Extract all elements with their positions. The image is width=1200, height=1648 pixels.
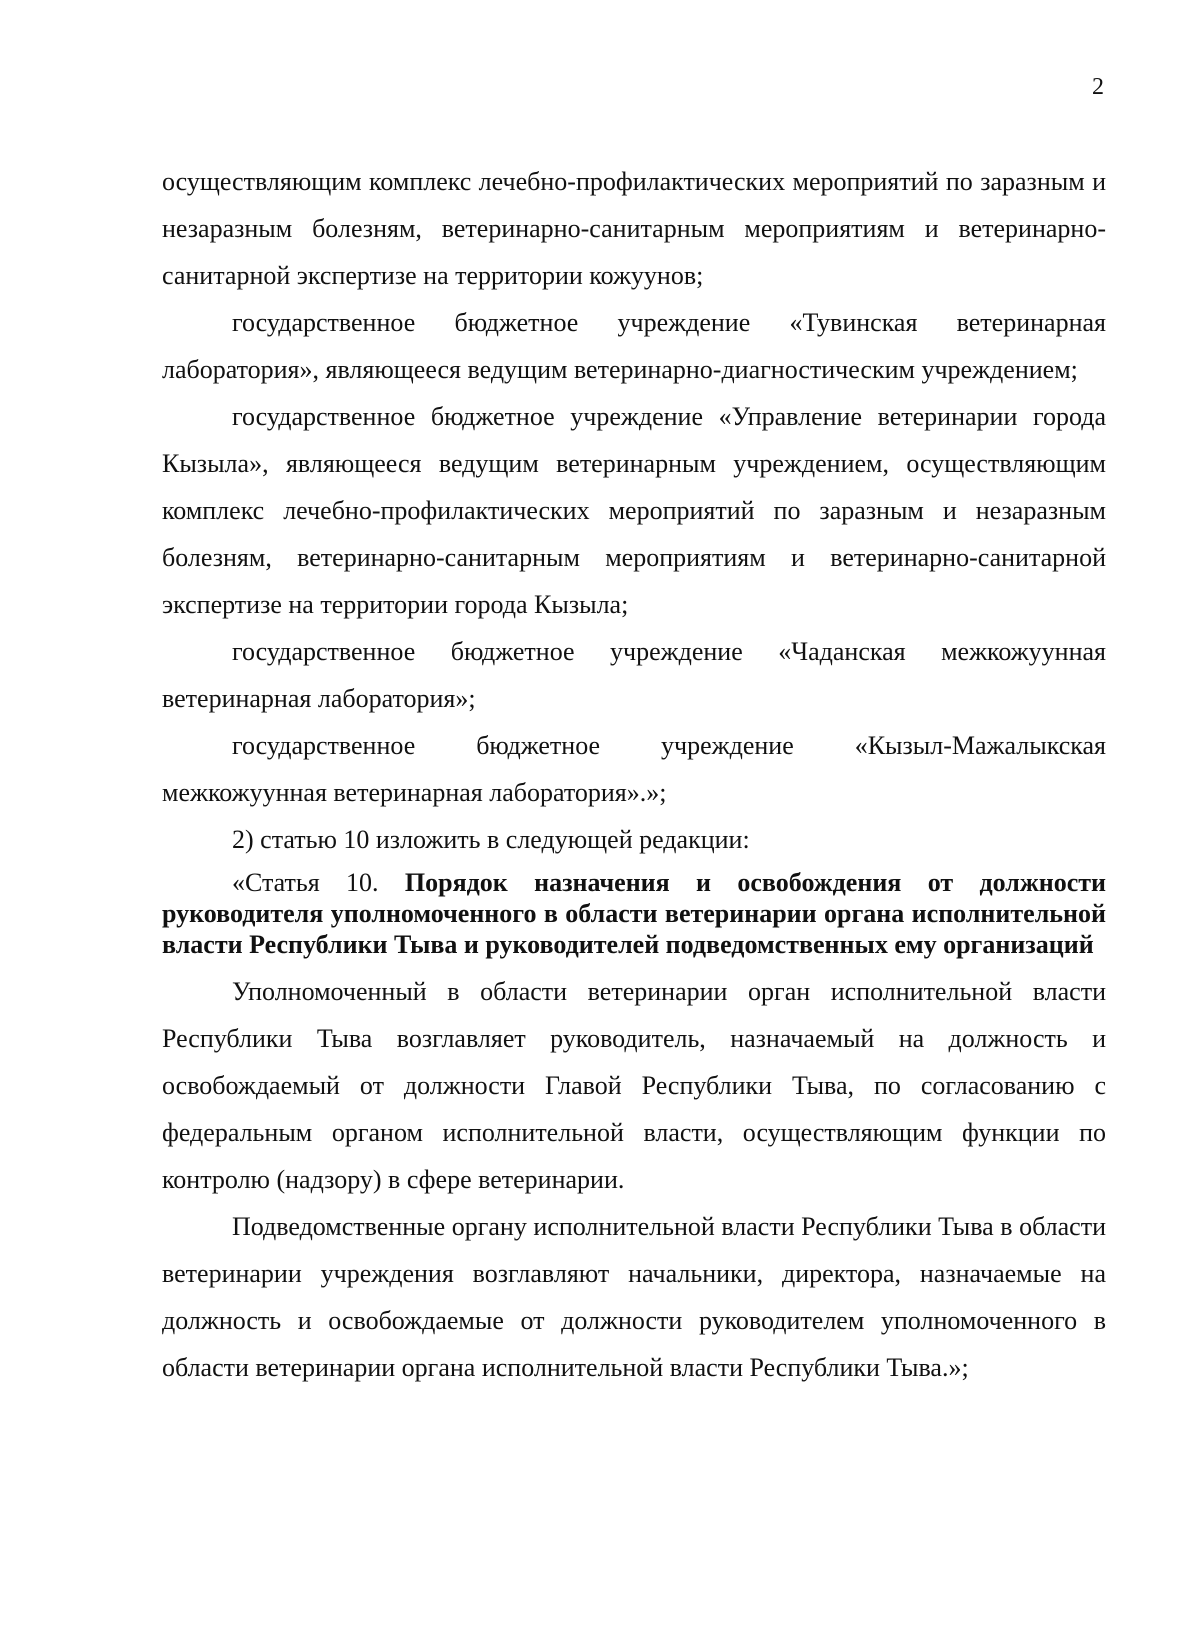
paragraph-amendment-article-10: 2) статью 10 изложить в следующей редакции:	[232, 825, 750, 854]
paragraph-continuation: осуществляющим комплекс лечебно-профилактических мероприятий по заразным и незаразным болезням, ветеринарно-санитарным мероприятиям и ветеринарно-санитарной экспертизе на территории кожуунов;	[162, 167, 1106, 290]
paragraph-kyzyl-mazhalyk-vet-lab: государственное бюджетное учреждение «Кызыл-Мажалыкская межкожуунная ветеринарная лаборатория».»;	[162, 731, 1106, 807]
article-heading-title: Порядок назначения и освобождения от должности руководителя уполномоченного в области ветеринарии органа исполнительной власти Республики Тыва и руководителей подведомственных ему организаций	[162, 868, 1106, 959]
article-heading-block	[162, 867, 1106, 960]
paragraph-kyzyl-vet-department: государственное бюджетное учреждение «Управление ветеринарии города Кызыла», являющееся ведущим ветеринарным учреждением, осуществляющим комплекс лечебно-профилактических мероприятий по заразным и незаразным болезням, ветеринарно-санитарным мероприятиям и ветеринарно-санитарной экспертизе на территории города Кызыла;	[162, 402, 1106, 619]
paragraph-chadan-vet-lab: государственное бюджетное учреждение «Чаданская межкожуунная ветеринарная лаборатория»;	[162, 637, 1106, 713]
article-heading	[162, 867, 1106, 960]
article-paragraph-head-appointment: Уполномоченный в области ветеринарии орган исполнительной власти Республики Тыва возглавляет руководитель, назначаемый на должность и освобождаемый от должности Главой Республики Тыва, по согласованию с федеральным органом исполнительной власти, осуществляющим функции по контролю (надзору) в сфере ветеринарии.	[162, 977, 1106, 1194]
article-heading-prefix: «Статья 10.	[232, 868, 379, 897]
document-body	[162, 158, 1106, 1391]
paragraph-tuva-vet-lab: государственное бюджетное учреждение «Тувинская ветеринарная лаборатория», являющееся ведущим ветеринарно-диагностическим учреждением;	[162, 308, 1106, 384]
page-number: 2	[1092, 74, 1104, 100]
article-paragraph-subordinate-heads: Подведомственные органу исполнительной власти Республики Тыва в области ветеринарии учреждения возглавляют начальники, директора, назначаемые на должность и освобождаемые от должности руководителем уполномоченного в области ветеринарии органа исполнительной власти Республики Тыва.»;	[162, 1212, 1106, 1382]
